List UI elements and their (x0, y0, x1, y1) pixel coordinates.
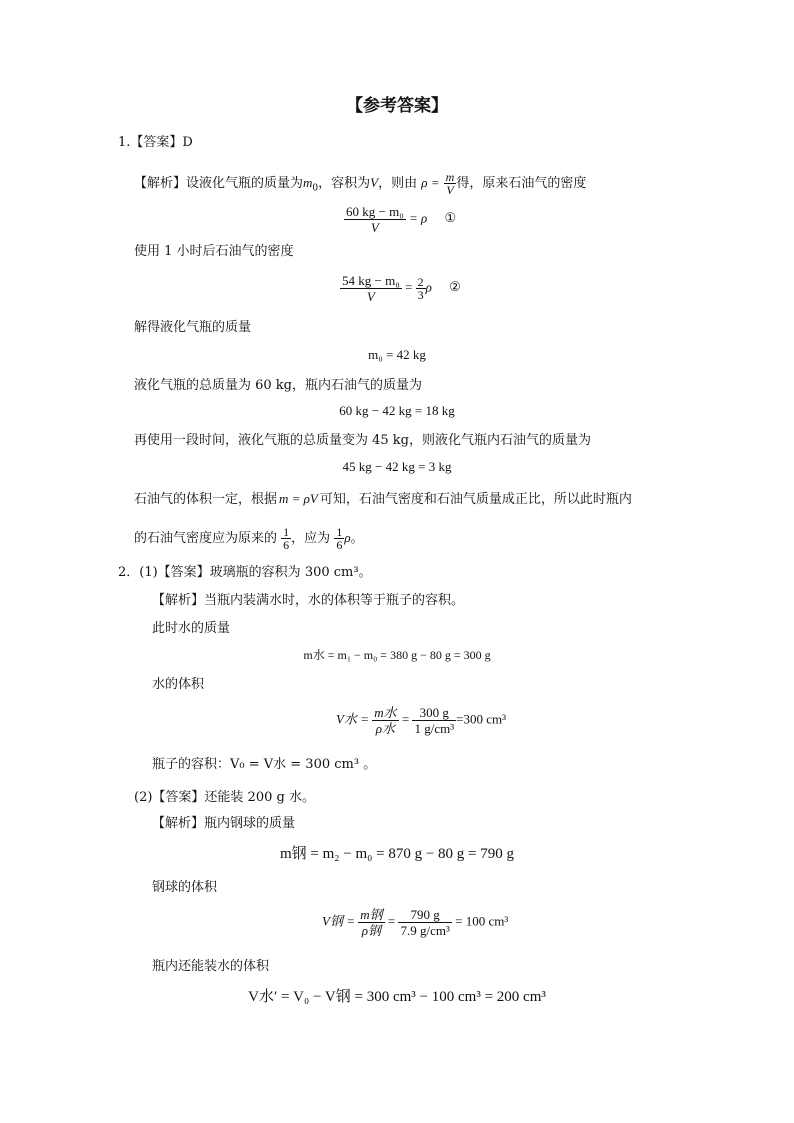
q1-eq1-mark: ① (444, 210, 457, 226)
q2-steel-vol-lhs: V钢 = (322, 913, 355, 929)
q1-vol-const-b: 可知，石油气密度和石油气质量成正比，所以此时瓶内 (319, 492, 632, 507)
q1-after-1h: 使用 1 小时后石油气的密度 (134, 244, 294, 259)
q2-water-vol-frac2 (412, 705, 456, 736)
q1-eq1-num: 60 kg − m₀ (346, 204, 404, 219)
q1-sixth-fraction-2 (334, 526, 344, 551)
q1-final-a: 的石油气密度应为原来的 (134, 531, 278, 546)
q1-final-rho: ρ (344, 530, 351, 545)
q2-part2-answer: (2)【答案】还能装 200 g 水。 (134, 790, 315, 805)
q2-remain-eq: V水′ = V₀ − V钢 = 300 cm³ − 100 cm³ = 200 cm³ (248, 989, 546, 1005)
q1-v-symbol: V (370, 175, 379, 190)
q2-water-vol-f1-den: ρ水 (375, 721, 396, 736)
q1-eq2-fraction (340, 273, 402, 304)
q1-m0-subscript: 0 (312, 183, 319, 194)
q1-obtain-text: 得，原来石油气的密度 (456, 176, 587, 191)
q1-sixth-num-1: 1 (283, 525, 290, 539)
q1-analysis-intro: 【解析】设液化气瓶的质量为 (134, 176, 304, 191)
q2-steel-f2-num: 790 g (398, 907, 451, 923)
q2-water-vol-rhs: =300 cm³ (456, 711, 506, 727)
q2-water-vol-eq (336, 705, 506, 736)
q1-total-text: 液化气瓶的总质量为 60 kg，瓶内石油气的质量为 (134, 378, 423, 393)
q2-bottle-volume: 瓶子的容积：V₀ = V水 = 300 cm³ 。 (152, 757, 377, 772)
q1-rho-lhs: ρ = (421, 175, 440, 190)
q1-rho-fraction (444, 171, 457, 196)
q1-reuse-text: 再使用一段时间，液化气瓶的总质量变为 45 kg，则液化气瓶内石油气的质量为 (134, 433, 592, 448)
q1-eq1-den: V (370, 220, 379, 235)
q2-part1-answer: 2．(1)【答案】玻璃瓶的容积为 300 cm³。 (118, 565, 372, 580)
q2-water-vol-lhs: V水 = (336, 711, 369, 727)
q2-water-vol-label: 水的体积 (152, 677, 205, 692)
q1-vol-const-a: 石油气的体积一定，根据 (134, 492, 278, 507)
q1-eq2-rho: ρ (425, 279, 432, 295)
page-title: 【参考答案】 (346, 96, 448, 116)
q1-rho-num: m (445, 170, 455, 184)
q1-eq-18kg: 60 kg − 42 kg = 18 kg (339, 403, 455, 418)
q2-steel-f1-num: m钢 (360, 907, 383, 922)
q1-then-text: ，则由 (378, 176, 418, 191)
q2-water-vol-f2-num: 300 g (412, 705, 456, 721)
q2-steel-f1-den: ρ钢 (361, 923, 382, 938)
q1-rho-den: V (446, 183, 454, 197)
q1-eq-3kg: 45 kg − 42 kg = 3 kg (342, 459, 452, 474)
q2-remain-label: 瓶内还能装水的体积 (152, 959, 270, 974)
q1-eq2-two-thirds (416, 276, 426, 301)
q2-water-mass-eq: m水 = m₁ − m₀ = 380 g − 80 g = 300 g (303, 648, 491, 662)
q1-volume-const-line (134, 490, 632, 509)
q1-solve-text: 解得液化气瓶的质量 (134, 320, 252, 335)
q1-sixth-num-2: 1 (336, 525, 343, 539)
q1-eq2-eq: = (404, 279, 413, 295)
q1-eq2-mark: ② (449, 279, 461, 295)
q1-eq2-frac-den: 3 (417, 288, 424, 302)
q1-sixth-den-2: 6 (336, 538, 343, 552)
q1-equation-2 (340, 273, 461, 304)
q1-formula-m-rho-v: m = ρV (279, 491, 318, 506)
q1-m0-symbol: m (303, 175, 313, 190)
q2-steel-vol-eq (322, 907, 508, 938)
q1-m0-result: m₀ = 42 kg (368, 347, 426, 362)
q2-steel-frac2 (398, 907, 451, 938)
q2-water-vol-f2-den: 1 g/cm³ (414, 721, 455, 736)
q1-eq1-fraction (344, 204, 406, 235)
q1-eq2-frac-num: 2 (417, 275, 424, 289)
q2-steel-f2-den: 7.9 g/cm³ (400, 923, 450, 938)
q2-water-vol-eq-sign: = (401, 711, 410, 727)
q2-steel-rhs: = 100 cm³ (455, 913, 509, 929)
q1-final-line (134, 526, 364, 551)
q2-steel-eq-sign: = (387, 913, 396, 929)
q2-part2-analysis: 【解析】瓶内钢球的质量 (152, 816, 296, 831)
q2-steel-vol-label: 钢球的体积 (152, 880, 218, 895)
q2-water-mass-label: 此时水的质量 (152, 621, 231, 636)
q1-eq1-rhs: = ρ (408, 210, 428, 226)
q2-part1-analysis: 【解析】当瓶内装满水时，水的体积等于瓶子的容积。 (152, 593, 465, 608)
q1-final-b: ，应为 (291, 531, 331, 546)
q1-eq2-num: 54 kg − m₀ (342, 273, 400, 288)
q1-sixth-den-1: 6 (283, 538, 290, 552)
q1-final-end: 。 (350, 531, 364, 546)
q2-steel-mass-eq: m钢 = m₂ − m₀ = 870 g − 80 g = 790 g (279, 846, 514, 862)
q1-sixth-fraction-1 (281, 526, 291, 551)
q2-steel-frac1 (358, 907, 384, 938)
q1-equation-1 (344, 204, 456, 235)
q1-answer: 1.【答案】D (118, 135, 193, 150)
q1-analysis-line (134, 171, 586, 198)
q1-volume-text: ，容积为 (318, 176, 371, 191)
q2-water-vol-f1-num: m水 (374, 705, 397, 720)
q2-water-vol-frac1 (372, 705, 398, 736)
q1-eq2-den: V (366, 289, 375, 304)
